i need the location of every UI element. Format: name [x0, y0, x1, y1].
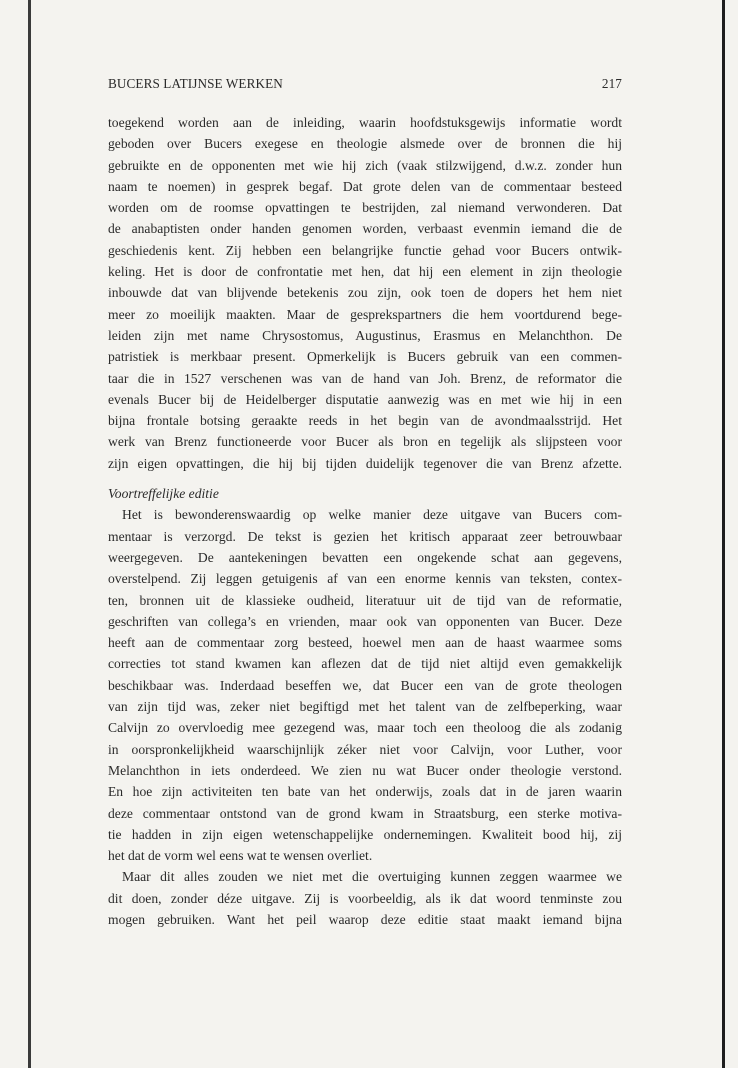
- text-line: Calvijn zo overvloedig mee gezegend was, maar toch een theoloog die als zodanig: [108, 720, 622, 736]
- text-line: zijn eigen opvattingen, die hij bij tijden duidelijk tegenover die van Brenz afzette.: [108, 455, 622, 471]
- text-line: ten, bronnen uit de klassieke oudheid, literatuur uit de tijd van de reformatie,: [108, 592, 622, 608]
- text-line: taar die in 1527 verschenen was van de hand van Joh. Brenz, de reformator die: [108, 370, 622, 386]
- text-line: gebruikte en de opponenten met wie hij zich (vaak stilzwijgend, d.w.z. zonder hun: [108, 157, 622, 173]
- text-line: in oorspronkelijkheid waarschijnlijk zéker niet voor Calvijn, voor Luther, voor: [108, 741, 622, 757]
- text-line: geschriften van collega’s en vrienden, maar ook van opponenten van Bucer. Deze: [108, 613, 622, 629]
- text-line: Melanchthon in iets onderdeed. We zien nu wat Bucer onder theologie verstond.: [108, 762, 622, 778]
- text-line: mentaar is verzorgd. De tekst is gezien het kritisch apparaat zeer betrouwbaar: [108, 528, 622, 544]
- text-line: leiden zijn met name Chrysostomus, Augustinus, Erasmus en Melanchthon. De: [108, 327, 622, 343]
- body-text: [108, 112, 622, 930]
- running-header: [108, 76, 622, 96]
- text-line: evenals Bucer bij de Heidelberger disputatie aanwezig was en met wie hij in een: [108, 391, 622, 407]
- text-line: patristiek is merkbaar present. Opmerkelijk is Bucers gebruik van een commen-: [108, 349, 622, 365]
- page-left-edge: [28, 0, 31, 1068]
- text-line: worden om de roomse opvattingen te bestrijden, zal niemand verwonderen. Dat: [108, 200, 622, 216]
- paragraph-1: [108, 112, 622, 474]
- page-right-edge: [722, 0, 725, 1068]
- text-line: En hoe zijn activiteiten ten bate van het onderwijs, zoals dat in de jaren waarin: [108, 784, 622, 800]
- text-line: beschikbaar was. Inderdaad beseffen we, dat Bucer een van de grote theologen: [108, 677, 622, 693]
- text-line: dit doen, zonder déze uitgave. Zij is voorbeeldig, als ik dat woord tenminste zou: [108, 890, 622, 906]
- text-line: Het is bewonderenswaardig op welke manier deze uitgave van Bucers com-: [122, 507, 622, 523]
- text-line: toegekend worden aan de inleiding, waarin hoofdstuksgewijs informatie wordt: [108, 115, 622, 130]
- paragraph-3: [108, 866, 622, 930]
- text-line: heeft aan de commentaar zorg besteed, hoewel men aan de haast waarmee soms: [108, 635, 622, 651]
- text-line: inbouwde dat van blijvende betekenis zou zijn, ook toen de dopers het hem niet: [108, 285, 622, 301]
- text-line: bijna frontale botsing geraakte reeds in het begin van de avondmaalsstrijd. Het: [108, 413, 622, 429]
- page-number: 217: [601, 76, 622, 91]
- section-heading: Voortreffelijke editie: [108, 486, 219, 502]
- text-line: keling. Het is door de confrontatie met hen, dat hij een element in zijn theologie: [108, 264, 622, 280]
- text-line: tie hadden in zijn eigen wetenschappelijke ondernemingen. Kwaliteit bood hij, zij: [108, 826, 622, 842]
- text-line: mogen gebruiken. Want het peil waarop deze editie staat maakt iemand bijna: [108, 911, 622, 927]
- text-line: van zijn tijd was, zeker niet begiftigd met het talent van de zelfbeperking, waar: [108, 699, 622, 715]
- paragraph-2: [108, 504, 622, 866]
- running-title: BUCERS LATIJNSE WERKEN: [108, 76, 283, 91]
- text-line: correcties tot stand kwamen kan aflezen dat de tijd niet altijd even gemakkelijk: [108, 656, 622, 672]
- text-line: deze commentaar ontstond van de grond kwam in Straatsburg, een sterke motiva-: [108, 805, 622, 821]
- text-line: geschiedenis kent. Zij hebben een belangrijke functie gehad voor Bucers ontwik-: [108, 242, 622, 258]
- text-line: meer zo moeilijk maakten. Maar de gesprekspartners die hem voortdurend bege-: [108, 306, 622, 322]
- text-line: de anabaptisten onder handen genomen worden, verbaast evenmin iemand die de: [108, 221, 622, 237]
- text-line: naam te noemen) in gesprek begaf. Dat grote delen van de commentaar besteed: [108, 178, 622, 194]
- text-line: werk van Brenz functioneerde voor Bucer als bron en tegelijk als slijpsteen voor: [108, 434, 622, 450]
- text-line: Maar dit alles zouden we niet met die overtuiging kunnen zeggen waarmee we: [122, 869, 622, 885]
- text-line: geboden over Bucers exegese en theologie alsmede over de bronnen die hij: [108, 136, 622, 152]
- text-line: overstelpend. Zij leggen getuigenis af van een enorme kennis van teksten, contex-: [108, 571, 622, 587]
- text-line: het dat de vorm wel eens wat te wensen overliet.: [108, 848, 373, 864]
- text-line: weergegeven. De aantekeningen bevatten een ongekende schat aan gegevens,: [108, 549, 622, 565]
